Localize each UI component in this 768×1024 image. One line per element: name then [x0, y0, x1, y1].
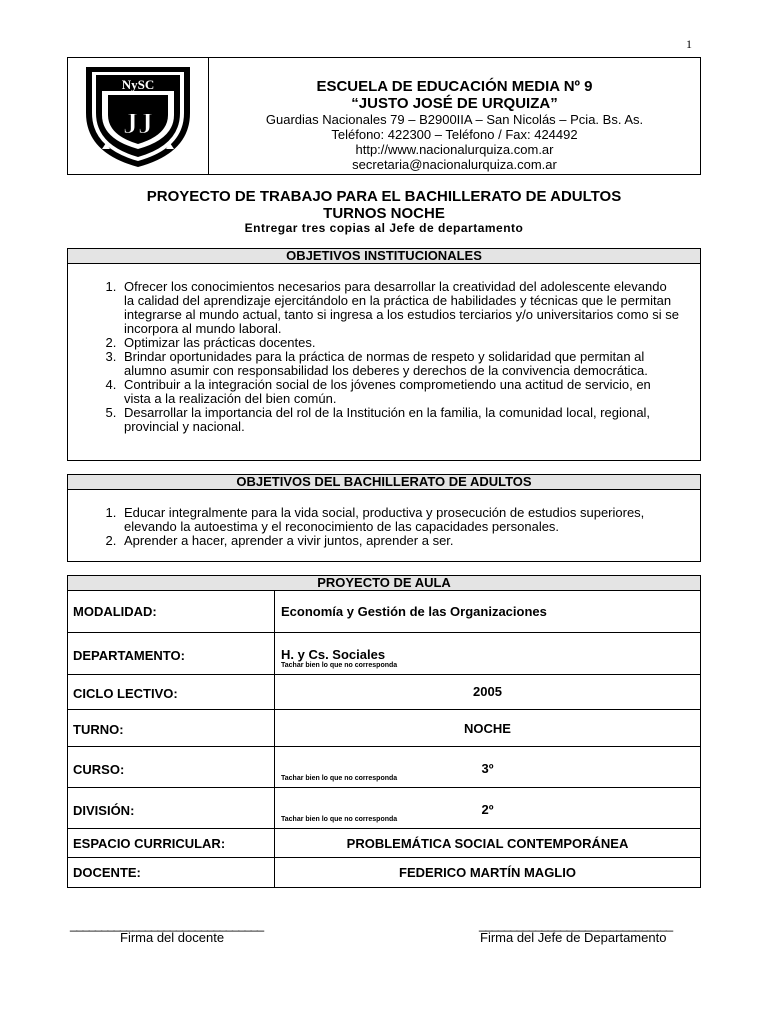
signature-label-docente: Firma del docente	[120, 930, 225, 945]
curso-label: CURSO:	[73, 762, 125, 777]
signature-label-jefe: Firma del Jefe de Departamento	[480, 930, 667, 945]
school-logo	[68, 58, 209, 174]
school-address: Guardias Nacionales 79 – B2900IIA – San Nicolás – Pcia. Bs. As.	[265, 112, 644, 127]
ciclo-label: CICLO LECTIVO:	[73, 686, 178, 701]
section-heading: OBJETIVOS DEL BACHILLERATO DE ADULTOS	[68, 475, 700, 490]
objetivos-bachillerato-list	[68, 490, 700, 548]
turno-value[interactable]: NOCHE	[464, 721, 511, 736]
list-item: 5. Desarrollar la importancia del rol de la Institución en la familia, la comunidad local, regional, provincial y nacional.	[120, 406, 680, 434]
turno-label: TURNO:	[73, 722, 124, 737]
ciclo-value[interactable]: 2005	[473, 684, 502, 699]
modalidad-label: MODALIDAD:	[73, 604, 157, 619]
table-row-modalidad	[68, 591, 700, 633]
departamento-label: DEPARTAMENTO:	[73, 648, 185, 663]
school-email[interactable]: secretaria@nacionalurquiza.com.ar	[352, 157, 557, 172]
page-number: 1	[686, 37, 692, 51]
objetivos-institucionales-list	[68, 264, 680, 434]
table-row-division	[68, 788, 700, 829]
list-item: 3. Brindar oportunidades para la práctica de normas de respeto y solidaridad que permitan al alumno asumir con responsabilidad los deberes y derechos de la convivencia democrática.	[120, 350, 680, 378]
division-value[interactable]: 2º	[481, 802, 494, 817]
tachar-note: Tachar bien lo que no corresponda	[281, 662, 398, 669]
school-info	[209, 58, 700, 172]
school-subname: “JUSTO JOSÉ DE URQUIZA”	[351, 95, 558, 112]
school-phone: Teléfono: 422300 – Teléfono / Fax: 424492	[331, 127, 578, 142]
list-item: 2. Optimizar las prácticas docentes.	[120, 336, 680, 350]
signature-line-jefe: _______________________________	[479, 917, 673, 932]
document-title: PROYECTO DE TRABAJO PARA EL BACHILLERATO DE ADULTOS	[146, 188, 622, 205]
section-heading: OBJETIVOS INSTITUCIONALES	[68, 249, 700, 264]
curso-value[interactable]: 3º	[481, 761, 494, 776]
objetivos-bachillerato-section	[67, 474, 701, 562]
document-subtitle: TURNOS NOCHE	[323, 205, 445, 222]
table-row-espacio	[68, 829, 700, 858]
school-web[interactable]: http://www.nacionalurquiza.com.ar	[355, 142, 554, 157]
espacio-value[interactable]: PROBLEMÁTICA SOCIAL CONTEMPORÁNEA	[346, 836, 629, 851]
modalidad-value[interactable]: Economía y Gestión de las Organizaciones	[281, 604, 547, 619]
header-box	[67, 57, 701, 175]
objetivos-institucionales-section	[67, 248, 701, 461]
document-instruction: Entregar tres copias al Jefe de departamento	[244, 221, 524, 235]
departamento-value[interactable]: H. y Cs. Sociales	[281, 647, 386, 662]
division-label: DIVISIÓN:	[73, 803, 135, 818]
tachar-note: Tachar bien lo que no corresponda	[281, 816, 398, 823]
school-crest-icon	[80, 61, 196, 171]
proyecto-aula-table	[67, 575, 701, 888]
list-item: 1. Educar integralmente para la vida social, productiva y prosecución de estudios superiores, elevando la autoestima y el reconocimiento de las capacidades personales.	[120, 506, 700, 534]
tachar-note: Tachar bien lo que no corresponda	[281, 775, 398, 782]
list-item: 4. Contribuir a la integración social de los jóvenes comprometiendo una actitud de servicio, en vista a la realización del bien común.	[120, 378, 680, 406]
school-name: ESCUELA DE EDUCACIÓN MEDIA Nº 9	[316, 78, 593, 95]
table-row-turno	[68, 710, 700, 747]
svg-text:JJ: JJ	[123, 107, 153, 140]
table-heading: PROYECTO DE AULA	[68, 576, 700, 591]
docente-label: DOCENTE:	[73, 865, 141, 880]
table-row-ciclo	[68, 675, 700, 710]
table-row-curso	[68, 747, 700, 788]
signature-line-docente: _______________________________	[70, 917, 264, 932]
espacio-label: ESPACIO CURRICULAR:	[73, 836, 226, 851]
docente-value[interactable]: FEDERICO MARTÍN MAGLIO	[399, 865, 576, 880]
svg-text:NySC: NySC	[121, 77, 155, 92]
list-item: 1. Ofrecer los conocimientos necesarios para desarrollar la creatividad del adolescente elevando la calidad del aprendizaje ejercitándolo en la práctica de habilidades y técnicas que le permitan integrarse al mundo actual, tanto si ingresa a los estudios terciarios y/o universitarios como si se incorpora al mundo laboral.	[120, 280, 680, 336]
list-item: 2. Aprender a hacer, aprender a vivir juntos, aprender a ser.	[120, 534, 700, 548]
table-row-departamento	[68, 633, 700, 675]
table-row-docente	[68, 858, 700, 887]
